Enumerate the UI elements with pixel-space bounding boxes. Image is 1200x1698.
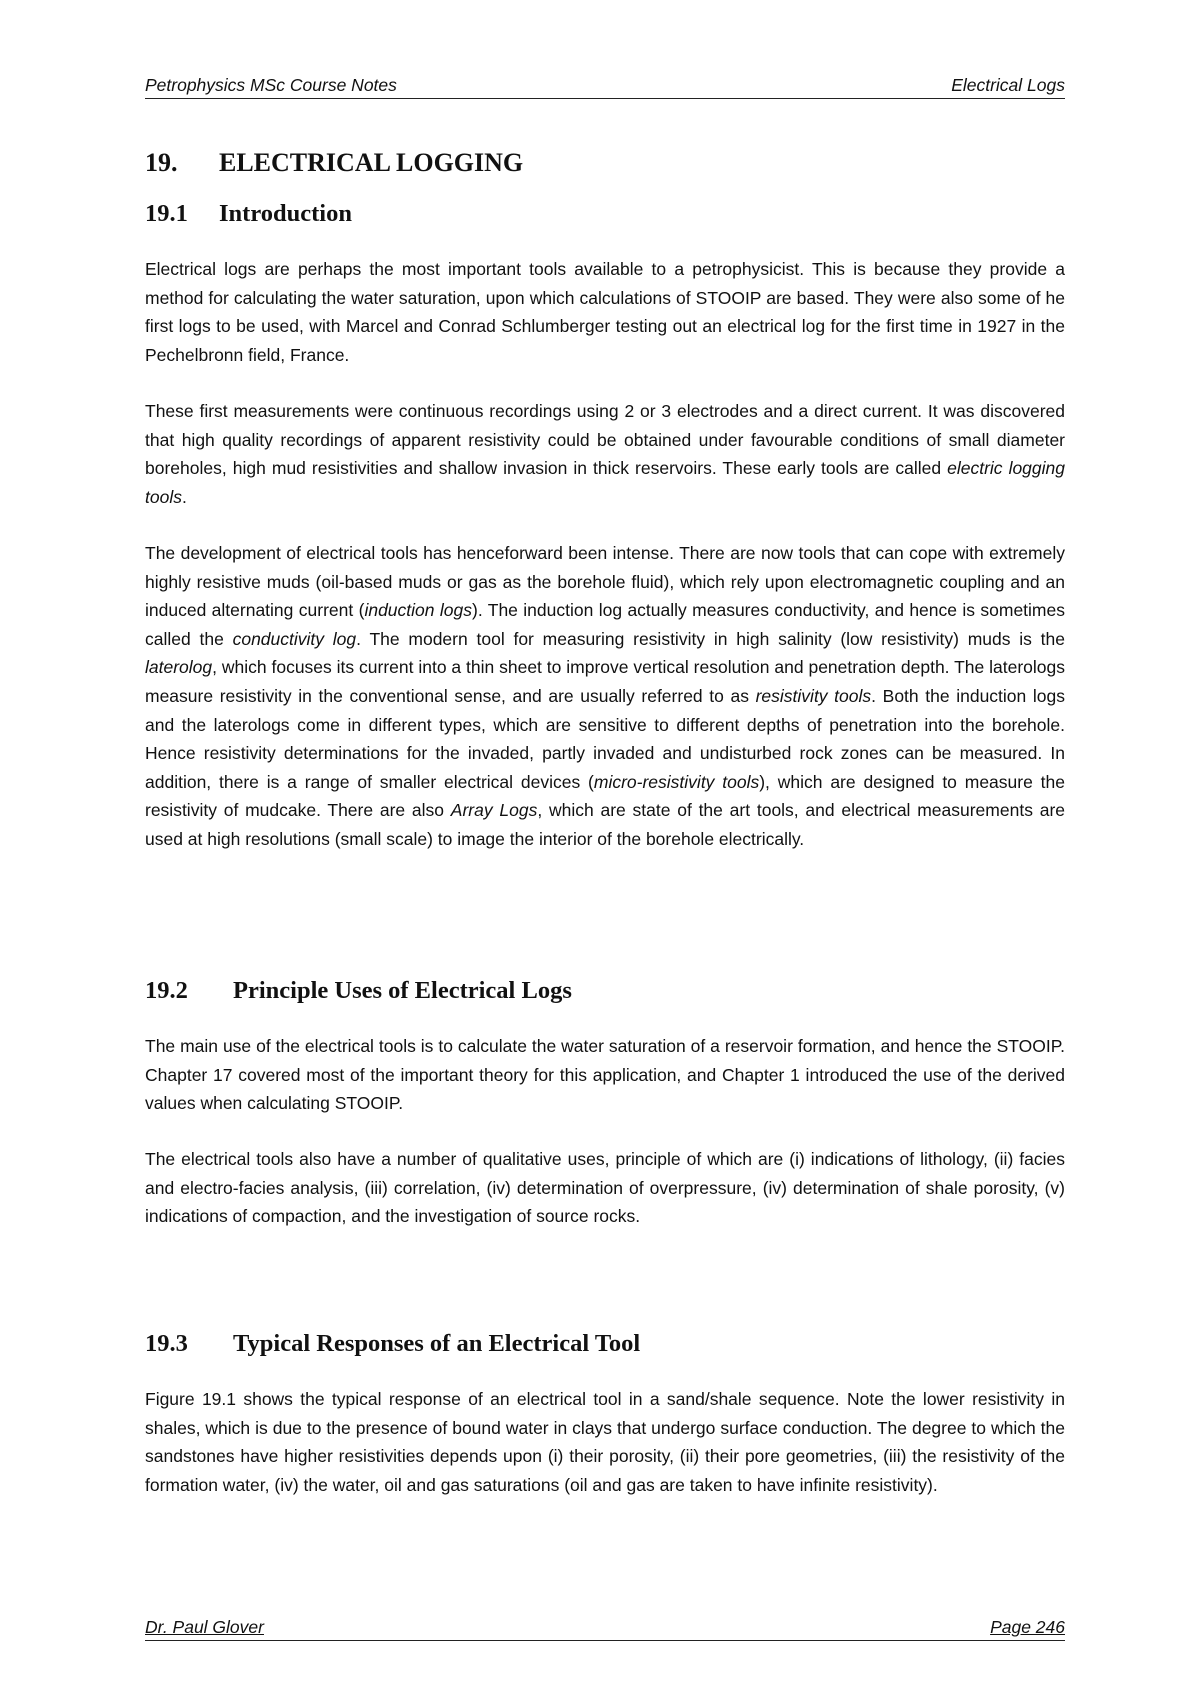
paragraph xyxy=(145,1145,1065,1231)
page-footer xyxy=(145,1616,1065,1641)
footer-page-number: Page 246 xyxy=(990,1617,1065,1637)
chapter-title: ELECTRICAL LOGGING xyxy=(219,148,524,177)
paragraph-text: These first measurements were continuous recordings using 2 or 3 electrodes and a direct current. It was discovered that high quality recordings of apparent resistivity could be obtained under favourable conditions of small diameter boreholes, high mud resistivities and shallow invasion in thick reservoirs. These early tools are called xyxy=(145,401,1065,479)
section-heading-19-2 xyxy=(145,977,572,1005)
paragraph-text: . xyxy=(181,486,187,507)
page-header xyxy=(145,74,1065,99)
paragraph xyxy=(145,539,1065,854)
paragraph-text: ), which are designed to measure the resistivity of mudcake. There are also xyxy=(145,771,1065,821)
chapter-heading xyxy=(145,148,523,178)
paragraph-text: ). The induction log actually measures conductivity, and hence is sometimes called the xyxy=(145,600,1065,649)
section-number: 19.3 xyxy=(145,1330,188,1357)
paragraph-text: , which are state of the art tools, and electrical measurements are used at high resolutions (small scale) to image the interior of the borehole electrically. xyxy=(145,800,1066,849)
paragraph-text: The development of electrical tools has henceforward been intense. There are now tools that can cope with extremely highly resistive muds (oil-based muds or gas as the borehole fluid), which rely upon electromagnetic coupling and an induced alternating current ( xyxy=(145,543,1065,621)
section-title: Typical Responses of an Electrical Tool xyxy=(233,1330,641,1357)
italic-term: conductivity log xyxy=(232,628,357,649)
paragraph-text: The main use of the electrical tools is to calculate the water saturation of a reservoir formation, and hence the STOOIP. Chapter 17 covered most of the important theory for this application, and Chapter 1 introduced the use of the derived values when calculating STOOIP. xyxy=(145,1036,1065,1114)
paragraph-text: . The modern tool for measuring resistivity in high salinity (low resistivity) muds is the xyxy=(356,628,1066,649)
paragraph-text: The electrical tools also have a number of qualitative uses, principle of which are (i) indications of lithology, (ii) facies and electro-facies analysis, (iii) correlation, (iv) determination of overpressure, (iv) determination of shale porosity, (v) indications of compaction, and the investigation of source rocks. xyxy=(145,1149,1065,1227)
section-title: Principle Uses of Electrical Logs xyxy=(233,977,572,1004)
section-title: Introduction xyxy=(219,200,352,227)
footer-author: Dr. Paul Glover xyxy=(145,1617,264,1637)
section-number: 19.1 xyxy=(145,200,188,227)
paragraph-text: , which focuses its current into a thin sheet to improve vertical resolution and penetration depth. The laterologs measure resistivity in the conventional sense, and are usually referred to as xyxy=(145,657,1065,706)
italic-term: laterolog xyxy=(145,657,213,678)
italic-term: Array Logs xyxy=(450,800,538,821)
italic-term: electric logging tools xyxy=(145,458,1066,507)
chapter-number: 19. xyxy=(145,148,178,177)
section-heading-19-3 xyxy=(145,1330,640,1358)
section-heading-19-1 xyxy=(145,200,352,228)
italic-term: micro-resistivity tools xyxy=(593,771,760,792)
italic-term: resistivity tools xyxy=(755,685,872,706)
italic-term: induction logs xyxy=(364,600,472,621)
paragraph xyxy=(145,255,1065,369)
paragraph-text: Electrical logs are perhaps the most important tools available to a petrophysicist. This is because they provide a method for calculating the water saturation, upon which calculations of STOOIP are based. They were also some of he first logs to be used, with Marcel and Conrad Schlumberger testing out an electrical log for the first time in 1927 in the Pechelbronn field, France. xyxy=(145,259,1065,365)
paragraph xyxy=(145,397,1065,511)
paragraph-text: Figure 19.1 shows the typical response of an electrical tool in a sand/shale sequence. Note the lower resistivity in shales, which is due to the presence of bound water in clays that undergo surface conduction. The degree to which the sandstones have higher resistivities depends upon (i) their porosity, (ii) their pore geometries, (iii) the resistivity of the formation water, (iv) the water, oil and gas saturations (oil and gas are taken to have infinite resistivity). xyxy=(145,1389,1065,1495)
paragraph xyxy=(145,1385,1065,1499)
header-course-title: Petrophysics MSc Course Notes xyxy=(145,75,397,95)
paragraph-text: . Both the induction logs and the laterologs come in different types, which are sensitive to different depths of penetration into the borehole. Hence resistivity determinations for the invaded, partly invaded and undisturbed rock zones can be measured. In addition, there is a range of smaller electrical devices ( xyxy=(145,685,1065,792)
header-chapter-name: Electrical Logs xyxy=(951,75,1065,95)
section-number: 19.2 xyxy=(145,977,188,1004)
paragraph xyxy=(145,1032,1065,1118)
